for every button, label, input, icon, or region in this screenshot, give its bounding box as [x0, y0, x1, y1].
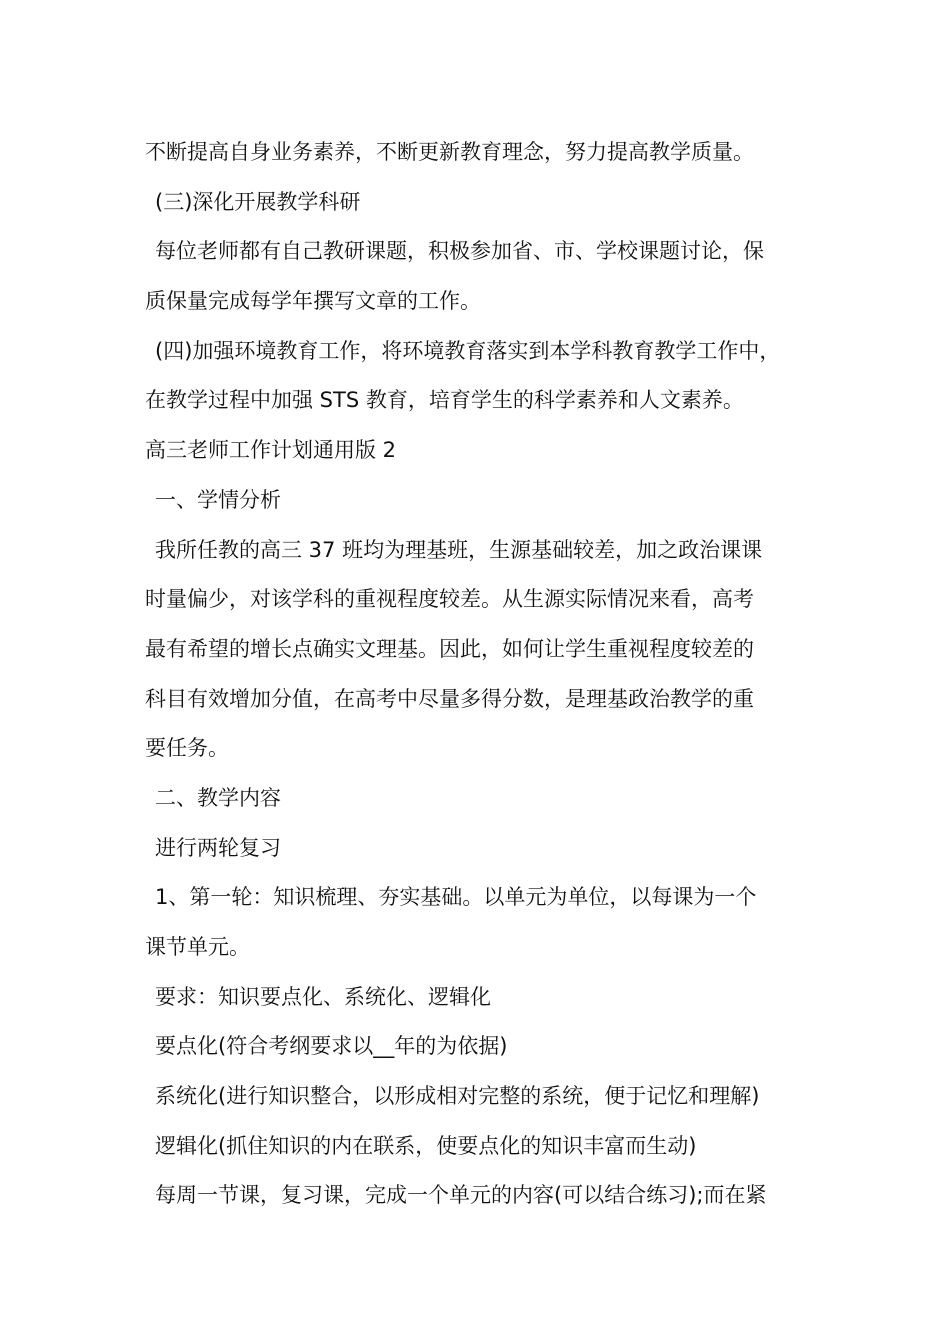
paragraph-line: 科目有效增加分值，在高考中尽量多得分数，是理基政治教学的重 — [145, 686, 754, 711]
section-heading: 一、学情分析 — [155, 487, 281, 512]
list-item: 1、第一轮：知识梳理、夯实基础。以单元为单位，以每课为一个 — [155, 885, 757, 910]
paragraph-line: 课节单元。 — [145, 935, 250, 959]
paragraph-line: 在教学过程中加强 STS 教育，培育学生的科学素养和人文素养。 — [145, 388, 744, 413]
paragraph-line: 要任务。 — [145, 736, 229, 761]
document-title: 高三老师工作计划通用版 2 — [145, 438, 397, 463]
section-heading: 二、教学内容 — [155, 785, 281, 810]
paragraph-line: 不断提高自身业务素养，不断更新教育理念，努力提高教学质量。 — [145, 140, 754, 164]
paragraph-line: 逻辑化(抓住知识的内在联系，使要点化的知识丰富而生动) — [155, 1133, 697, 1158]
paragraph-line: 时量偏少，对该学科的重视程度较差。从生源实际情况来看，高考 — [145, 587, 754, 612]
paragraph-line: 系统化(进行知识整合，以形成相对完整的系统，便于记忆和理解) — [155, 1084, 760, 1109]
paragraph-line: 最有希望的增长点确实文理基。因此，如何让学生重视程度较差的 — [145, 636, 754, 661]
section-heading: (三)深化开展教学科研 — [155, 189, 361, 214]
paragraph-line: 每位老师都有自己教研课题，积极参加省、市、学校课题讨论，保 — [155, 239, 764, 264]
paragraph-line: 进行两轮复习 — [155, 835, 281, 860]
paragraph-line: 每周一节课，复习课，完成一个单元的内容(可以结合练习);而在紧 — [155, 1183, 767, 1208]
section-heading: (四)加强环境教育工作，将环境教育落实到本学科教育教学工作中， — [155, 338, 781, 363]
paragraph-line: 质保量完成每学年撰写文章的工作。 — [145, 289, 481, 314]
paragraph-line: 要求：知识要点化、系统化、逻辑化 — [155, 984, 491, 1009]
paragraph-line: 要点化(符合考纲要求以__年的为依据) — [155, 1034, 508, 1059]
document-body — [145, 128, 825, 1221]
paragraph-line: 我所任教的高三 37 班均为理基班，生源基础较差，加之政治课课 — [155, 537, 763, 562]
